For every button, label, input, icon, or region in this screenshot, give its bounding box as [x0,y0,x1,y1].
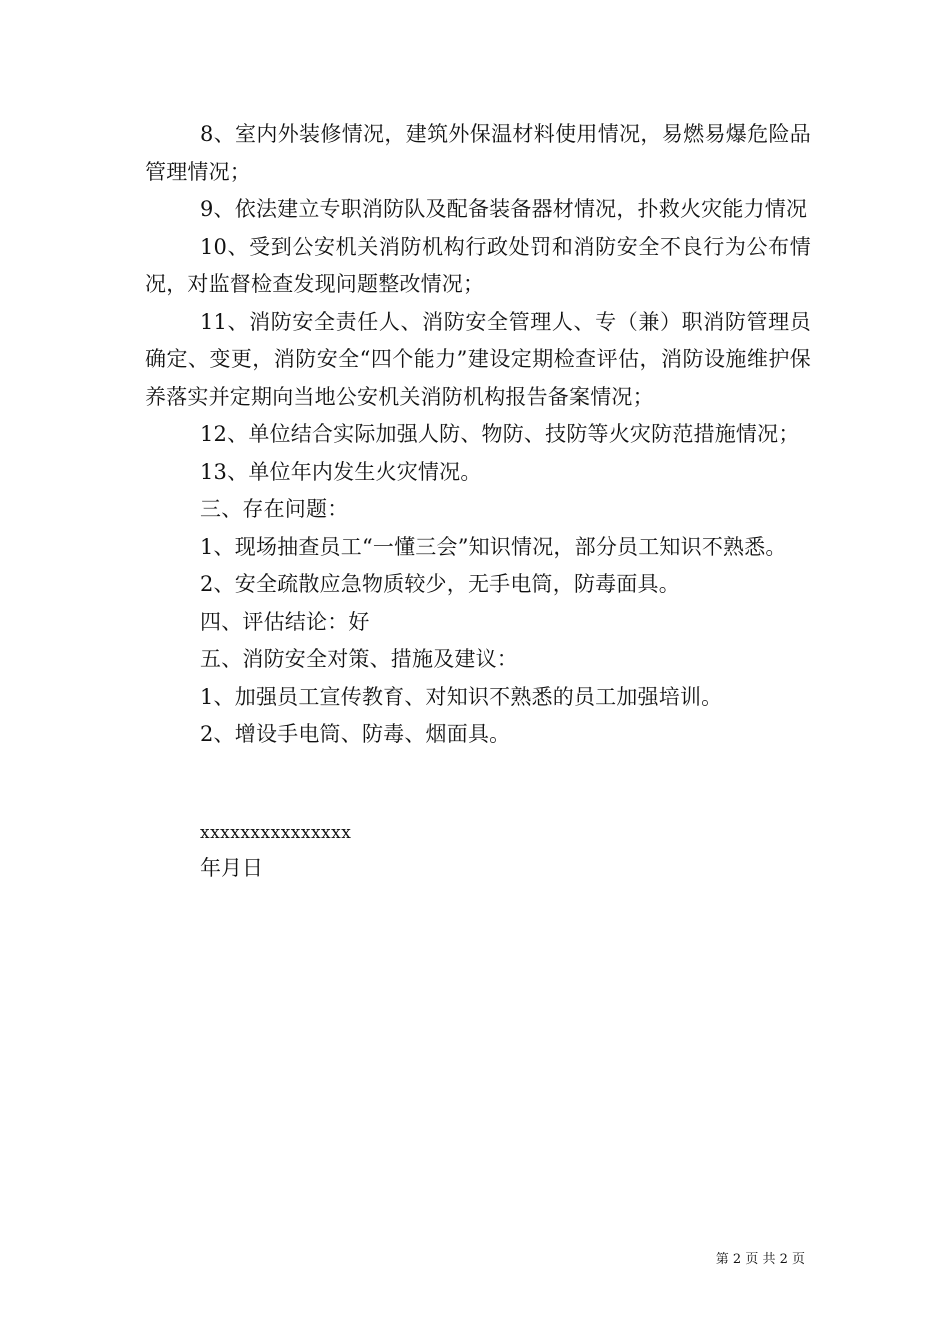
document-body [145,116,811,754]
paragraph-item-11: 11、消防安全责任人、消防安全管理人、专（兼）职消防管理员确定、变更，消防安全“四个能力”建设定期检查评估，消防设施维护保养落实并定期向当地公安机关消防机构报告备案情况； [145,309,811,409]
section-heading-problems: 三、存在问题： [200,497,349,521]
signature-organization: xxxxxxxxxxxxxxx [200,823,352,843]
section-heading-measures: 五、消防安全对策、措施及建议： [200,647,518,671]
paragraph-item-10: 10、受到公安机关消防机构行政处罚和消防安全不良行为公布情况，对监督检查发现问题整改情况； [145,234,811,296]
paragraph-item-8: 8、室内外装修情况，建筑外保温材料使用情况，易燃易爆危险品管理情况； [145,122,811,184]
paragraph-item-9: 9、依法建立专职消防队及配备装备器材情况，扑救火灾能力情况 [200,197,808,221]
problem-item-2: 2、安全疏散应急物质较少，无手电筒，防毒面具。 [200,572,680,596]
paragraph-item-13: 13、单位年内发生火灾情况。 [200,459,482,484]
paragraph-item-12: 12、单位结合实际加强人防、物防、技防等火灾防范措施情况； [200,422,800,446]
measure-item-1: 1、加强员工宣传教育、对知识不熟悉的员工加强培训。 [200,684,723,709]
signature-date: 年月日 [200,856,263,880]
measure-item-2: 2、增设手电筒、防毒、烟面具。 [200,722,511,746]
section-heading-conclusion: 四、评估结论：好 [200,609,370,634]
page-number-footer: 第 2 页 共 2 页 [715,1252,805,1267]
problem-item-1: 1、现场抽查员工“一懂三会”知识情况，部分员工知识不熟悉。 [200,534,787,559]
